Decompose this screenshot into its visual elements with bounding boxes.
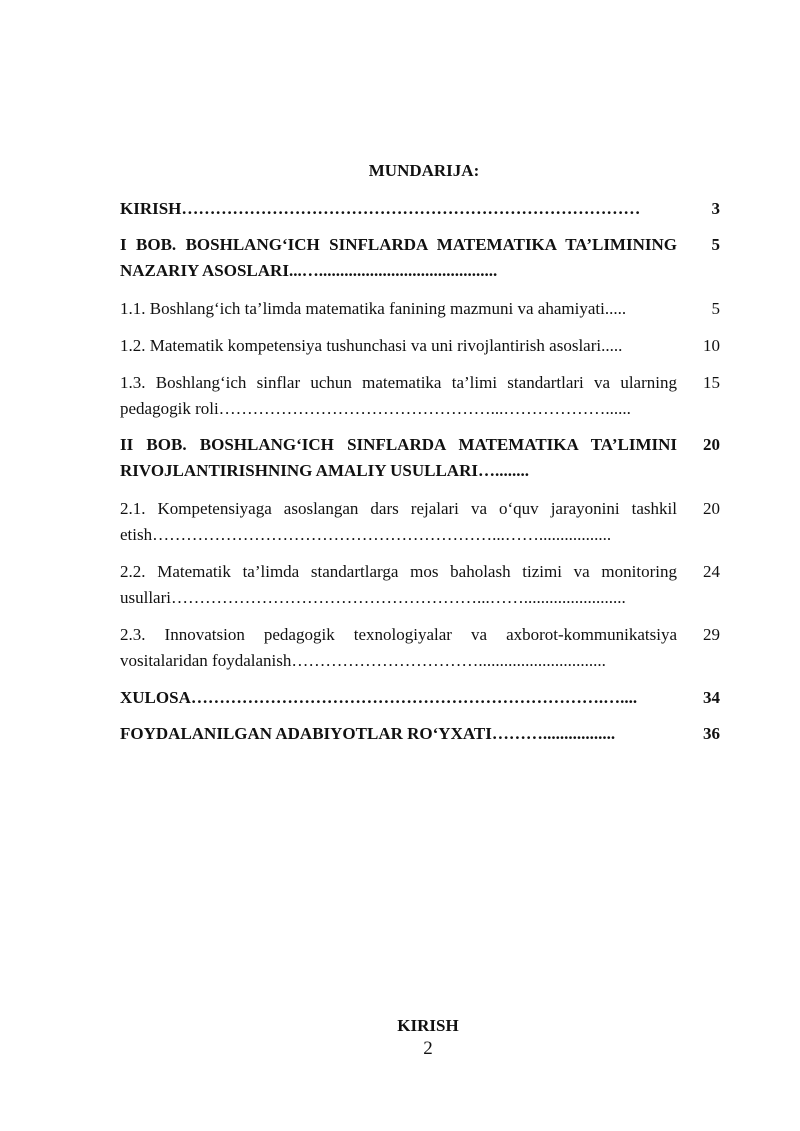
toc-entry-page: 15 bbox=[703, 373, 720, 392]
toc-entry-2-2 bbox=[120, 559, 720, 611]
toc-entry-2-1 bbox=[120, 496, 720, 548]
toc-entry-page: 24 bbox=[703, 562, 720, 581]
toc-entry-text: 2.3. Innovatsion pedagogik texnologiyalar va axborot-kommunikatsiya vositalaridan foydalanish…………………………….............................. bbox=[120, 625, 677, 670]
toc-entry-page: 34 bbox=[703, 688, 720, 707]
toc-entry-text: XULOSA……………………………………………………………….….... bbox=[120, 688, 638, 707]
toc-entry-page: 29 bbox=[703, 625, 720, 644]
toc-entry-bibliography bbox=[120, 721, 720, 747]
toc-entry-page: 20 bbox=[703, 435, 720, 454]
next-section-heading: KIRISH bbox=[397, 1016, 459, 1035]
toc-entry-text: 2.2. Matematik ta’limda standartlarga mos baholash tizimi va monitoring usullari………………………………………………...……........................ bbox=[120, 562, 677, 607]
toc-entry-xulosa bbox=[120, 685, 720, 711]
toc-entry-page: 5 bbox=[711, 235, 720, 254]
toc-entry-1-3 bbox=[120, 370, 720, 422]
toc-entry-kirish bbox=[120, 196, 720, 222]
toc-entry-text: 1.1. Boshlang‘ich ta’limda matematika fanining mazmuni va ahamiyati..... bbox=[120, 299, 627, 318]
toc-entry-page: 20 bbox=[703, 499, 720, 518]
toc-entry-text: KIRISH……………………………………………………………………… bbox=[120, 199, 641, 218]
toc-entry-2-3 bbox=[120, 622, 720, 674]
toc-entry-1-2 bbox=[120, 333, 720, 359]
toc-entry-chapter-2 bbox=[120, 432, 720, 484]
toc-entry-text: 2.1. Kompetensiyaga asoslangan dars rejalari va o‘quv jarayonini tashkil etish……………………………………………………...……................. bbox=[120, 499, 677, 544]
toc-heading: MUNDARIJA: bbox=[368, 161, 480, 180]
toc-entry-page: 3 bbox=[711, 199, 720, 218]
page-number: 2 bbox=[423, 1038, 433, 1059]
toc-entry-text: II BOB. BOSHLANG‘ICH SINFLARDA MATEMATIKA TA’LIMINI RIVOJLANTIRISHNING AMALIY USULLARI…........ bbox=[120, 435, 677, 480]
toc-entry-page: 5 bbox=[711, 299, 720, 318]
toc-entry-page: 36 bbox=[703, 724, 720, 743]
toc-entry-1-1 bbox=[120, 296, 720, 322]
toc-entry-page: 10 bbox=[703, 336, 720, 355]
table-of-contents bbox=[120, 196, 720, 747]
toc-entry-chapter-1 bbox=[120, 232, 720, 284]
toc-entry-text: FOYDALANILGAN ADABIYOTLAR RO‘YXATI………................. bbox=[120, 724, 616, 743]
toc-entry-text: 1.3. Boshlang‘ich sinflar uchun matematika ta’limi standartlari va ularning pedagogik roli…………………………………………...………………...... bbox=[120, 373, 677, 418]
toc-entry-text: 1.2. Matematik kompetensiya tushunchasi va uni rivojlantirish asoslari..... bbox=[120, 336, 623, 355]
toc-entry-text: I BOB. BOSHLANG‘ICH SINFLARDA MATEMATIKA TA’LIMINING NAZARIY ASOSLARI...….......................................... bbox=[120, 235, 677, 280]
